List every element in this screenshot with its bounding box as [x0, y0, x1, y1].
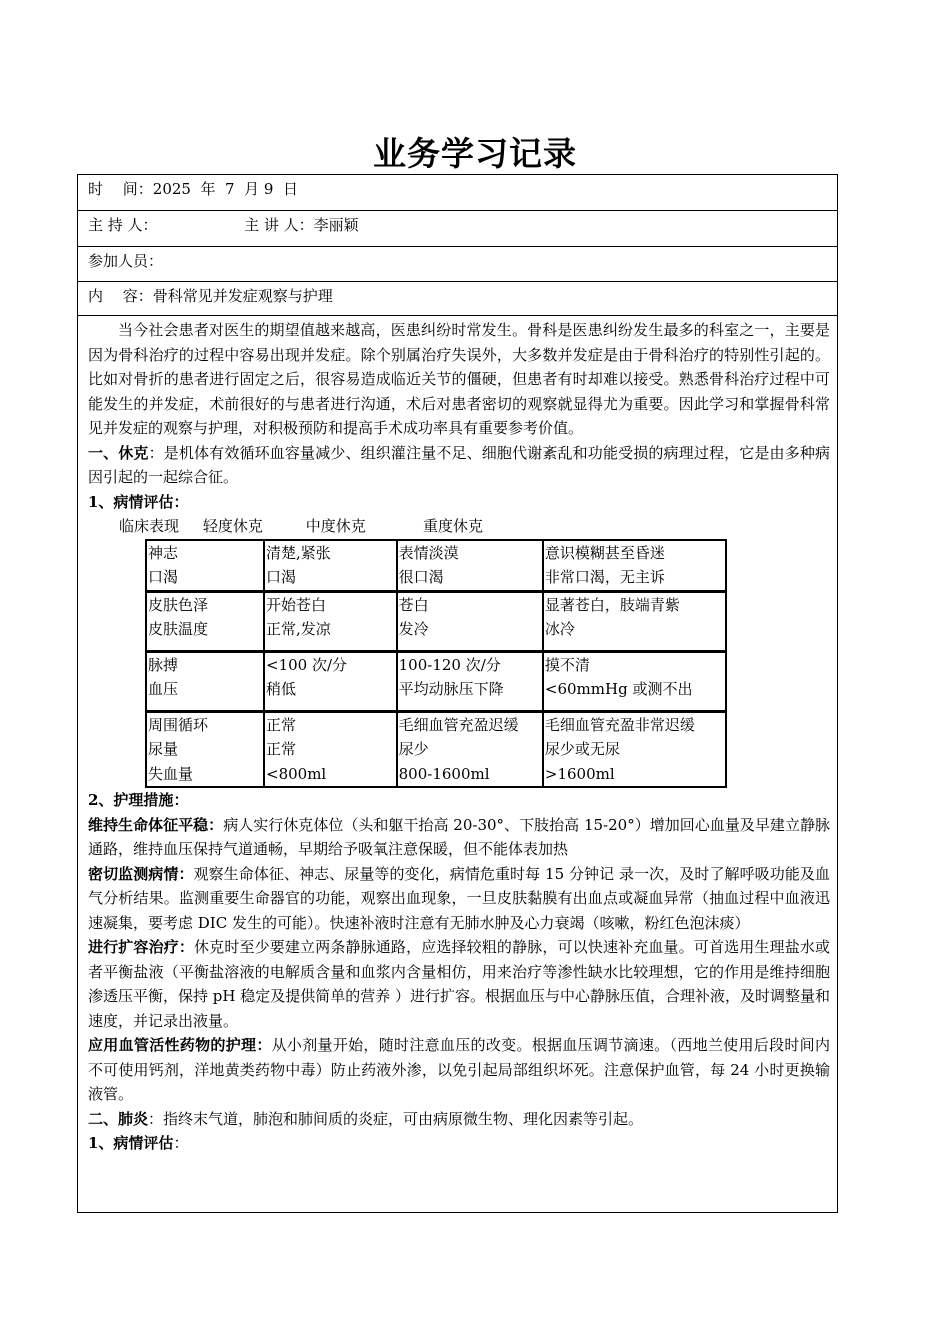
table-cell: [146, 540, 264, 592]
cell-line: 稍低: [266, 680, 297, 698]
shock-care-heading: 2、护理措施：: [88, 791, 189, 809]
cell-line: 很口渴: [398, 568, 444, 586]
intro-paragraph: 当今社会患者对医生的期望值越来越高，医患纠纷时常发生。骨科是医患纠纷发生最多的科室之一，主要是因为骨科治疗的过程中容易出现并发症。除个别属治疗失误外，大多数并发症是由于骨科治疗的特别性引起的。比如对骨折的患者进行固定之后，很容易造成临近关节的僵硬，但患者有时却难以接受。熟悉骨科治疗过程中可能发生的并发症，术前很好的与患者进行沟通，术后对患者密切的观察就显得尤为重要。因此学习和掌握骨科常见并发症的观察与护理，对积极预防和提高手术成功率具有重要参考价值。: [88, 321, 830, 437]
cell-line: 口渴: [266, 568, 297, 586]
cell-line: 苍白: [398, 595, 429, 614]
table-cell: [397, 651, 543, 711]
table-cell: [146, 711, 264, 787]
attendees-label: 参加人员：: [88, 252, 164, 270]
section-shock-text: ：是机体有效循环血容量减少、组织灌注量不足、细胞代谢紊乱和功能受损的病理过程，它是由多种病因引起的一起综合征。: [88, 443, 830, 486]
table-cell: [397, 711, 543, 787]
time-label: 时 间：: [88, 180, 153, 198]
cell-line: 口渴: [148, 568, 179, 586]
time-value: 2025 年 7 月 9 日: [152, 180, 298, 198]
section-pneumonia-heading: 二、肺炎: [88, 1109, 149, 1128]
cell-line: 表情淡漠: [398, 543, 459, 562]
cell-line: 尿量: [148, 740, 179, 758]
table-cell: [264, 591, 397, 651]
table-row: [146, 651, 726, 711]
cell-line: <800ml: [266, 764, 327, 783]
cell-line: 非常口渴，无主诉: [544, 568, 665, 586]
table-cell: [543, 711, 726, 787]
shock-eval-heading: 1、病情评估：: [88, 492, 189, 511]
speaker-label: 主 讲 人：: [244, 216, 314, 234]
cell-line: 神志: [148, 543, 179, 562]
content-row: [78, 282, 837, 316]
cell-line: 意识模糊甚至昏迷: [544, 543, 665, 562]
care-paragraph-3: 进行扩容治疗：休克时至少要建立两条静脉通路，应选择较粗的静脉，可以快速补充血量。可首选用生理盐水或者平衡盐液（平衡盐溶液的电解质含量和血浆内含量相仿，用来治疗等渗性缺水比较理想，它的作用是维持细胞渗透压平衡，保持 pH 稳定及提供简单的营养 ）进行扩容。根据血压与中心静脉压值，合理补液，及时调整量和速度，并记录出液量。: [88, 938, 830, 1030]
content-label: 内 容：: [88, 287, 153, 305]
care-paragraph-2: 密切监测病情：观察生命体征、神志、尿量等的变化，病情危重时每 15 分钟记 录一次，及时了解呼吸功能及血气分析结果。监测重要生命器官的功能，观察出血现象，一旦皮肤黏膜有出血点或凝血异常（抽血过程中血液迅速凝集，要考虑 DIC 发生的可能）。快速补液时注意有无肺水肿及心力衰竭（咳嗽，粉红色泡沫痰）: [88, 864, 830, 932]
page-title: 业务学习记录: [373, 134, 577, 173]
cell-line: <100 次/分: [266, 655, 348, 674]
cell-line: 正常: [266, 715, 297, 734]
cell-line: 100-120 次/分: [398, 655, 501, 674]
table-row: [146, 711, 726, 787]
record-table: [77, 174, 838, 1213]
care-paragraph-1: 维持生命体征平稳：病人实行休克体位（头和躯干抬高 20-30°、下肢抬高 15-20°）增加回心血量及早建立静脉通路，维持血压保持气道通畅，早期给予吸氧注意保暖，但不能体表加热: [88, 815, 830, 858]
shock-table-headers: 临床表现 轻度休克 中度休克 重度休克: [119, 517, 483, 535]
content-body: [88, 318, 830, 1156]
table-cell: [543, 651, 726, 711]
content-value: 骨科常见并发症观察与护理: [152, 287, 333, 305]
cell-line: 尿少: [398, 740, 429, 758]
table-cell: [543, 591, 726, 651]
cell-line: 清楚,紧张: [266, 543, 331, 562]
cell-line: 800-1600ml: [398, 764, 490, 783]
cell-line: 正常: [266, 740, 297, 758]
table-cell: [264, 711, 397, 787]
table-row: [146, 540, 726, 592]
cell-line: <60mmHg 或测不出: [544, 680, 693, 698]
speaker-value: 李丽颖: [313, 216, 359, 234]
cell-line: 平均动脉压下降: [398, 680, 504, 698]
section-pneumonia: [88, 1107, 830, 1132]
cell-line: 毛细血管充盈迟缓: [398, 715, 519, 734]
attendees-row: [78, 247, 837, 282]
host-row: [78, 211, 837, 247]
table-cell: [264, 540, 397, 592]
table-cell: [264, 651, 397, 711]
cell-line: 血压: [148, 680, 179, 698]
cell-line: 毛细血管充盈非常迟缓: [544, 715, 695, 734]
cell-line: 冰冷: [544, 620, 575, 638]
pneumonia-eval-heading: 1、病情评估：: [88, 1134, 189, 1152]
table-cell: [397, 591, 543, 651]
section-shock: [88, 441, 830, 490]
time-row: [78, 175, 837, 211]
cell-line: 发冷: [398, 620, 429, 638]
cell-line: 尿少或无尿: [544, 740, 620, 758]
table-cell: [146, 591, 264, 651]
table-row: [146, 591, 726, 651]
table-cell: [146, 651, 264, 711]
cell-line: 脉搏: [148, 655, 179, 674]
section-pneumonia-text: ：指终末气道，肺泡和肺间质的炎症，可由病原微生物、理化因素等引起。: [148, 1109, 644, 1128]
table-cell: [543, 540, 726, 592]
cell-line: 正常,发凉: [266, 620, 331, 638]
cell-line: 周围循环: [148, 715, 209, 734]
cell-line: 开始苍白: [266, 595, 327, 614]
shock-table: [145, 539, 727, 789]
table-cell: [397, 540, 543, 592]
cell-line: 皮肤温度: [148, 620, 209, 638]
cell-line: 皮肤色泽: [148, 595, 209, 614]
cell-line: 显著苍白，肢端青紫: [544, 595, 680, 614]
care-paragraph-4: 应用血管活性药物的护理：从小剂量开始，随时注意血压的改变。根据血压调节滴速。（西地兰使用后段时间内不可使用钙剂，洋地黄类药物中毒）防止药液外渗，以免引起局部组织坏死。注意保护血管，每 24 小时更换输液管。: [88, 1036, 830, 1103]
cell-line: 摸不清: [544, 655, 590, 674]
host-label: 主 持 人：: [88, 216, 158, 234]
cell-line: 失血量: [148, 764, 194, 783]
section-shock-heading: 一、休克: [88, 443, 149, 462]
cell-line: >1600ml: [544, 764, 615, 783]
